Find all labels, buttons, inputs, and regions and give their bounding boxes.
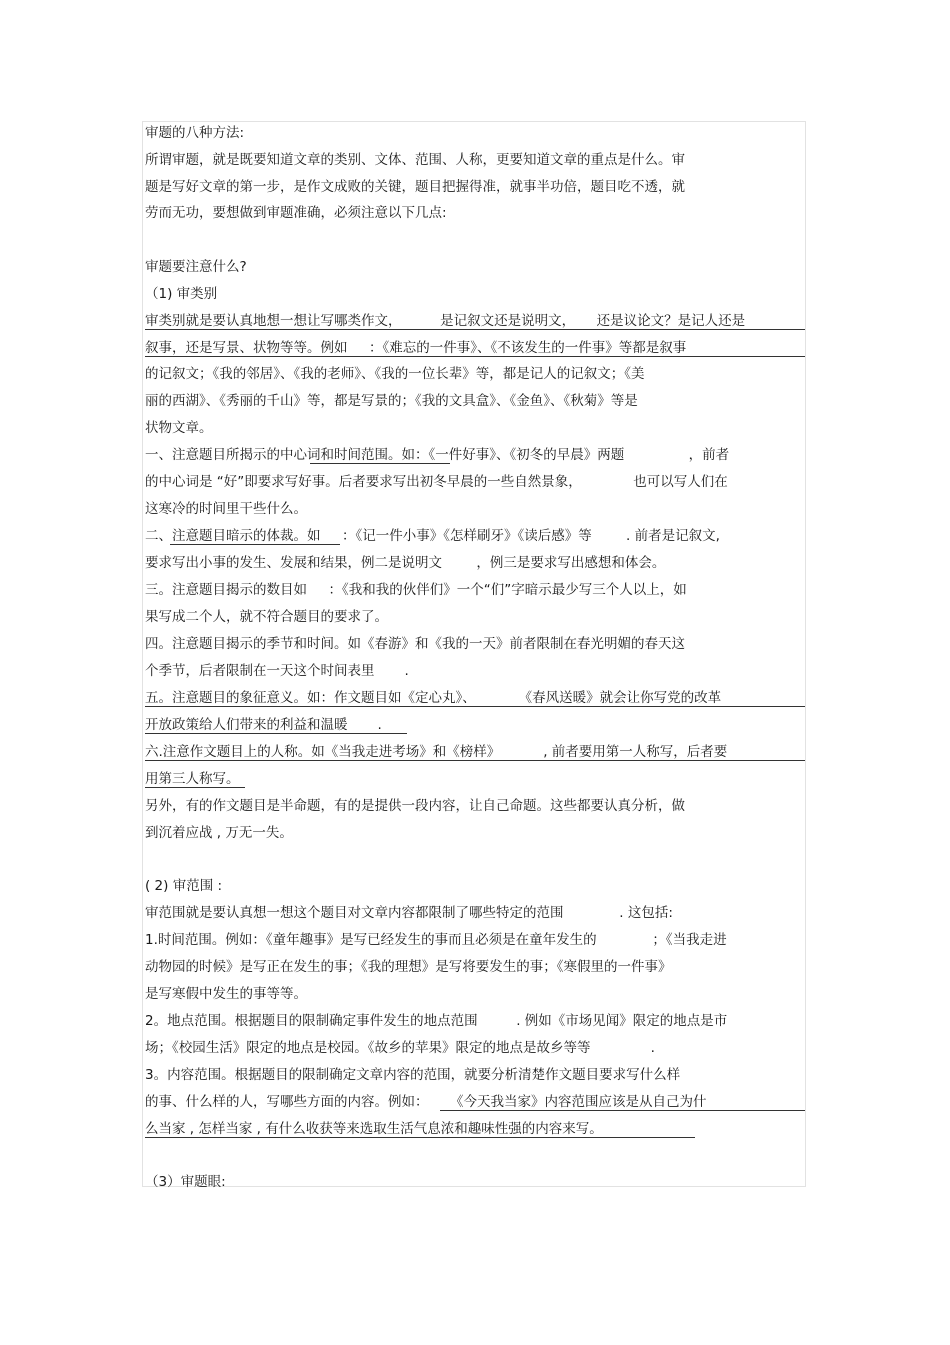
heading-eight-methods: 审题的八种方法: (145, 125, 245, 141)
point-1-line-3: 这寒冷的时间里干些什么。 (145, 501, 307, 517)
point-6-line-1: 六.注意作文题目上的人称。如《当我走进考场》和《榜样》 , 前者要用第一人称写，后者要 (145, 744, 728, 760)
underline-content-a (440, 1110, 805, 1111)
heading-what-to-note: 审题要注意什么? (145, 259, 247, 275)
intro-line-1: 所谓审题，就是既要知道文章的类别、文体、范围、人称，更要知道文章的重点是什么。审 (145, 152, 685, 168)
underline-point-2 (170, 544, 340, 545)
scope-line-1: 审范围就是要认真想一想这个题目对文章内容都限制了哪些特定的范围 . 这包括: (145, 905, 673, 921)
point-6-line-2: 用第三人称写。 (145, 771, 240, 787)
heading-section-1: （1) 审类别 (145, 286, 218, 302)
underline-point-5b (145, 733, 407, 734)
point-1-line-1: 一、注意题目所揭示的中心词和时间范围。如：《一件好事》、《初冬的早晨》两题 ，前者 (145, 447, 730, 463)
heading-section-2: ( 2) 审范围 : (145, 878, 223, 894)
note-line-1: 另外，有的作文题目是半命题，有的是提供一段内容，让自己命题。这些都要认真分析，做 (145, 798, 685, 814)
underline-point-5a (145, 706, 805, 707)
heading-section-3: （3）审题眼: (145, 1174, 226, 1190)
category-line-4: 丽的西湖》、《秀丽的千山》等，都是写景的；《我的文具盒》、《金鱼》、《秋菊》等是 (145, 393, 638, 409)
point-2-line-1: 二、注意题目暗示的体裁。如 ：《记一件小事》《怎样刷牙》《读后感》等 . 前者是记叙文, (145, 528, 720, 544)
scope-time-line-3: 是写寒假中发生的事等等。 (145, 986, 307, 1002)
underline-category-1 (145, 329, 805, 330)
note-line-2: 到沉着应战 , 万无一失。 (145, 825, 293, 841)
scope-place-line-1: 2。地点范围。根据题目的限制确定事件发生的地点范围 . 例如《市场见闻》限定的地点是市 (145, 1013, 728, 1029)
underline-point-6a (145, 760, 805, 761)
category-line-2: 叙事，还是写景、状物等等。例如 ：《难忘的一件事》、《不该发生的一件事》等都是叙事 (145, 340, 687, 356)
point-2-line-2: 要求写出小事的发生、发展和结果，例二是说明文 ，例三是要求写出感想和体会。 (145, 555, 666, 571)
point-5-line-2: 开放政策给人们带来的利益和温暖 . (145, 717, 382, 733)
point-4-line-1: 四。注意题目揭示的季节和时间。如《春游》和《我的一天》前者限制在春光明媚的春天这 (145, 636, 685, 652)
scope-time-line-1: 1.时间范围。例如：《童年趣事》是写已经发生的事而且必须是在童年发生的 ；《当我走进 (145, 932, 727, 948)
intro-line-3: 劳而无功，要想做到审题准确，必须注意以下几点: (145, 205, 447, 221)
scope-content-line-1: 3。内容范围。根据题目的限制确定文章内容的范围，就要分析清楚作文题目要求写什么样 (145, 1067, 681, 1083)
scope-content-line-2: 的事、什么样的人，写哪些方面的内容。例如： 《今天我当家》内容范围应该是从自己为什 (145, 1094, 707, 1110)
point-4-line-2: 个季节，后者限制在一天这个时间表里 . (145, 663, 409, 679)
underline-content-b (145, 1137, 695, 1138)
point-3-line-1: 三。注意题目揭示的数目如 ：《我和我的伙伴们》一个“们”字暗示最少写三个人以上，如 (145, 582, 687, 598)
underline-point-6b (145, 787, 245, 788)
category-line-1: 审类别就是要认真地想一想让写哪类作文， 是记叙文还是说明文， 还是议论文？是记人还是 (145, 313, 746, 329)
underline-category-2 (145, 356, 805, 357)
point-5-line-1: 五。注意题目的象征意义。如：作文题目如《定心丸》、 《春风送暖》就会让你写党的改革 (145, 690, 722, 706)
category-line-3: 的记叙文；《我的邻居》、《我的老师》、《我的一位长辈》等，都是记人的记叙文；《美 (145, 366, 645, 382)
scope-time-line-2: 动物园的时候》是写正在发生的事；《我的理想》是写将要发生的事；《寒假里的一件事》 (145, 959, 672, 975)
point-1-line-2: 的中心词是 “好”即要求写好事。后者要求写出初冬早晨的一些自然景象， 也可以写人们在 (145, 474, 728, 490)
point-3-line-2: 果写成二个人，就不符合题目的要求了。 (145, 609, 388, 625)
category-line-5: 状物文章。 (145, 420, 213, 436)
scope-content-line-3: 么当家 , 怎样当家 , 有什么收获等来选取生活气息浓和趣味性强的内容来写。 (145, 1121, 603, 1137)
scope-place-line-2: 场；《校园生活》限定的地点是校园。《故乡的苹果》限定的地点是故乡等等 . (145, 1040, 655, 1056)
underline-point-1 (310, 463, 450, 464)
intro-line-2: 题是写好文章的第一步，是作文成败的关键，题目把握得准，就事半功倍，题目吃不透，就 (145, 179, 685, 195)
